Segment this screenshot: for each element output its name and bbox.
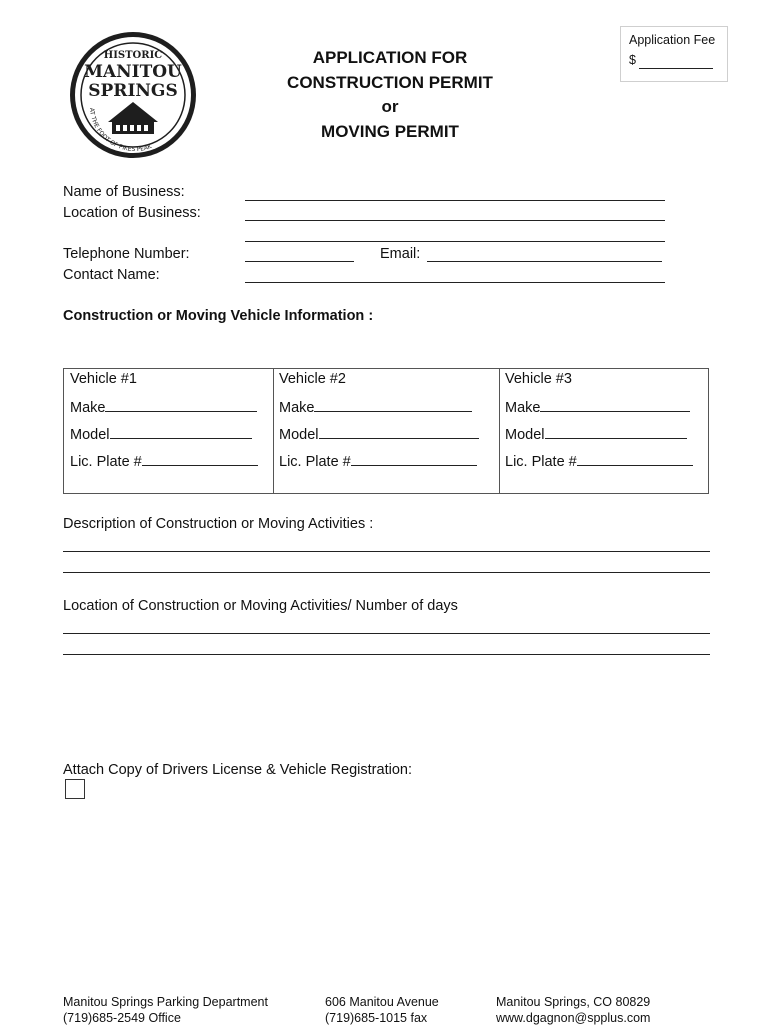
business-location-field-line2[interactable] [245,241,665,242]
footer-address [325,994,439,1026]
model-field[interactable] [319,425,479,439]
plate-label: Lic. Plate # [70,454,142,470]
footer-office-phone: (719)685-2549 Office [63,1011,181,1025]
vehicle-column-2 [273,369,499,493]
attach-documents-checkbox[interactable] [65,779,85,799]
contact-name-field[interactable] [245,282,665,283]
vehicle-column-1 [64,369,273,493]
telephone-label: Telephone Number: [63,246,190,262]
title-line2: CONSTRUCTION PERMIT [287,72,493,92]
logo-line2: SPRINGS [88,81,178,101]
business-location-label: Location of Business: [63,205,201,221]
logo-top-text: HISTORIC [103,50,163,61]
make-label: Make [279,400,315,416]
application-fee-label: Application Fee [629,33,716,47]
title-line4: MOVING PERMIT [321,121,459,141]
make-label: Make [505,400,541,416]
description-field-line2[interactable] [63,572,710,573]
business-name-label: Name of Business: [63,184,185,200]
make-label: Make [70,400,106,416]
vehicle-title: Vehicle #1 [70,371,137,387]
plate-field[interactable] [577,452,693,466]
application-fee-currency: $ [629,53,636,67]
title-line3: or [381,97,399,116]
description-label: Description of Construction or Moving Activities : [63,516,374,532]
footer-department-name: Manitou Springs Parking Department [63,995,268,1009]
application-fee-field[interactable] [639,68,713,69]
application-fee-box [620,26,728,82]
footer-city: Manitou Springs, CO 80829 [496,995,651,1009]
vehicle-title: Vehicle #3 [505,371,572,387]
plate-field[interactable] [142,452,258,466]
footer-street: 606 Manitou Avenue [325,995,439,1009]
page-title [250,46,530,144]
model-field[interactable] [110,425,252,439]
business-location-field[interactable] [245,220,665,221]
vehicle-column-3 [499,369,708,493]
location-days-label: Location of Construction or Moving Activities/ Number of days [63,598,458,614]
model-field[interactable] [545,425,687,439]
title-line1: APPLICATION FOR [312,48,468,67]
footer-email: www.dgagnon@spplus.com [496,1011,651,1025]
make-field[interactable] [105,398,257,412]
footer-fax: (719)685-1015 fax [325,1011,428,1025]
model-label: Model [70,427,110,443]
make-field[interactable] [314,398,472,412]
logo-line1: MANITOU [84,62,182,82]
attach-documents-label: Attach Copy of Drivers License & Vehicle Registration: [63,762,412,778]
footer-department [63,994,268,1026]
contact-name-label: Contact Name: [63,267,160,283]
email-field[interactable] [427,261,662,262]
vehicle-info-heading: Construction or Moving Vehicle Information : [63,308,374,324]
plate-label: Lic. Plate # [279,454,351,470]
location-days-field-line2[interactable] [63,654,710,655]
telephone-field[interactable] [245,261,354,262]
email-label: Email: [380,246,421,262]
logo-ring-text: AT THE FOOT OF PIKES PEAK [87,107,153,154]
description-field-line1[interactable] [63,551,710,552]
business-name-field[interactable] [245,200,665,201]
footer-city-contact [496,994,650,1026]
plate-label: Lic. Plate # [505,454,577,470]
model-label: Model [505,427,545,443]
model-label: Model [279,427,319,443]
vehicle-title: Vehicle #2 [279,371,346,387]
location-days-field-line1[interactable] [63,633,710,634]
make-field[interactable] [540,398,690,412]
plate-field[interactable] [351,452,477,466]
vehicle-table [63,368,709,494]
city-seal-logo [68,30,198,160]
